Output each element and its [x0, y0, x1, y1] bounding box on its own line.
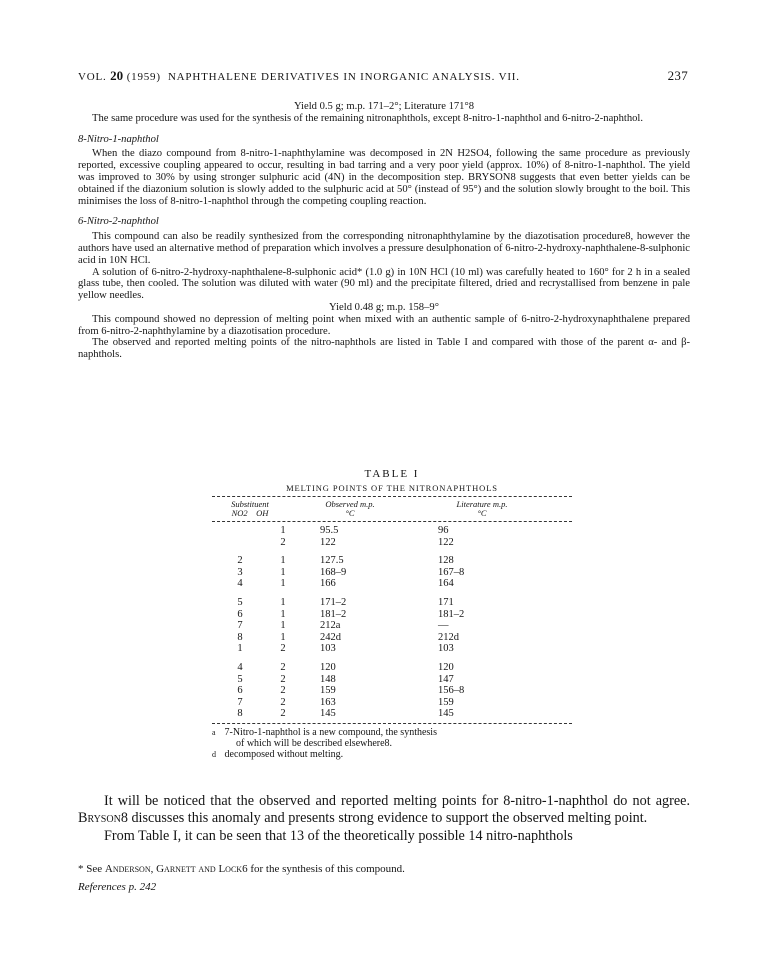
table-row [212, 643, 572, 655]
cell-literature: 96 [438, 525, 449, 536]
cell-literature: 145 [438, 708, 454, 720]
cell-no2: 1 [237, 643, 243, 655]
running-title: NAPHTHALENE DERIVATIVES IN INORGANIC ANALYSIS. VII. [167, 71, 520, 83]
table-row [212, 537, 572, 549]
cell-observed: 145 [320, 708, 336, 720]
running-header [78, 68, 688, 86]
table-footnote-a: 7-Nitro-1-naphthol is a new compound, the synthesis [224, 726, 437, 738]
cell-observed: 95.5 [320, 525, 339, 536]
literature-header [412, 500, 552, 518]
cell-no2: 7 [237, 620, 243, 632]
table-title: TABLE I [364, 468, 420, 480]
cell-observed: 103 [320, 643, 336, 655]
footnote-text: * See [78, 863, 103, 875]
col-unit: °C [345, 508, 355, 518]
cell-oh: 1 [280, 578, 286, 590]
cell-literature: 212d [438, 631, 459, 643]
cell-no2: 7 [237, 696, 243, 708]
cell-literature: 167–8 [438, 566, 465, 578]
table-row [212, 578, 572, 590]
page-footnote [78, 862, 690, 894]
volume-label: VOL. [78, 71, 107, 83]
paragraph: The same procedure was used for the synthesis of the remaining nitronaphthols, except 8-nitro-1-naphthol and 6-nitro-2-naphthol. [92, 112, 644, 124]
references-note: References p. 242 [78, 881, 157, 893]
cell-no2: 8 [237, 631, 243, 643]
cell-literature: 147 [438, 673, 454, 685]
col-oh: OH [256, 508, 269, 518]
cell-literature: 122 [438, 536, 454, 548]
header-left [78, 68, 520, 84]
cell-literature: 128 [438, 555, 454, 567]
article-body [78, 101, 690, 361]
table-footnote-d: decomposed without melting. [224, 748, 344, 760]
table-footnotes [212, 727, 572, 760]
cell-observed: 120 [320, 661, 336, 673]
col-substituent: Substituent [231, 499, 269, 509]
section-heading: 8-Nitro-1-naphthol [78, 133, 159, 145]
cell-observed: 168–9 [320, 566, 347, 578]
author-names: Anderson, Garnett and Lock [104, 863, 243, 875]
cell-observed: 122 [320, 536, 336, 548]
cell-oh: 1 [280, 620, 286, 632]
table-row [212, 609, 572, 621]
cell-no2 [212, 537, 268, 549]
paragraph-text: 8 discusses this anomaly and presents strong evidence to support the observed melting point. [120, 810, 648, 827]
cell-oh: 1 [280, 525, 286, 536]
table-rule [212, 723, 572, 724]
cell-observed: 212a [320, 620, 341, 632]
cell-literature: 181–2 [438, 608, 465, 620]
star-footnote [78, 862, 690, 876]
cell-literature: 156–8 [438, 685, 465, 697]
table-rule [212, 521, 572, 522]
footnote-marker: d [212, 749, 216, 759]
col-no2: NO2 [231, 508, 248, 518]
cell-observed: 159 [320, 685, 336, 697]
cell-no2: 6 [237, 685, 243, 697]
cell-oh: 2 [280, 536, 286, 548]
volume-number: 20 [110, 68, 124, 83]
cell-oh: 2 [280, 708, 286, 720]
paragraph: This compound showed no depression of melting point when mixed with an authentic sample of 6-nitro-2-hydroxynaphthalene prepared from 6-nitro-2-naphthylamine by a diazotisation procedure. [78, 313, 690, 337]
yield-line: Yield 0.5 g; m.p. 171–2°; Literature 171°8 [293, 101, 474, 112]
cell-observed: 148 [320, 673, 336, 685]
cell-observed: 163 [320, 696, 336, 708]
cell-no2: 2 [237, 555, 243, 567]
table-row [212, 525, 572, 537]
cell-oh: 2 [280, 673, 286, 685]
cell-no2: 3 [237, 566, 243, 578]
substituent-header [212, 500, 288, 518]
table-row [212, 567, 572, 579]
table-row [212, 597, 572, 609]
cell-observed: 166 [320, 578, 336, 590]
paragraph: The observed and reported melting points of the nitro-naphthols are listed in Table I and compared with those of the parent α- and β-naphthols. [78, 337, 690, 361]
table-row-gap [212, 548, 572, 555]
cell-observed: 242d [320, 631, 341, 643]
cell-oh: 1 [280, 608, 286, 620]
footnote-text: 6 for the synthesis of this compound. [242, 863, 405, 875]
cell-oh: 1 [280, 596, 286, 608]
cell-no2 [212, 525, 268, 537]
table-row [212, 708, 572, 720]
table-row [212, 662, 572, 674]
footnote-marker: a [212, 727, 216, 737]
cell-literature: 164 [438, 578, 454, 590]
cell-oh: 1 [280, 555, 286, 567]
cell-observed: 127.5 [320, 555, 344, 567]
paragraph: From Table I, it can be seen that 13 of the theoretically possible 14 nitro-naphthols [104, 827, 573, 844]
paragraph: This compound can also be readily synthesized from the corresponding nitronaphthylamine by the diazotisation procedure8, however the authors have used an alternative method of preparation which involves a pressure desulphonation of 6-nitro-2-hydroxy-naphthalene-8-sulphonic acid in 10N HCl. [78, 231, 690, 266]
table-row-gap [212, 655, 572, 662]
page-number: 237 [667, 68, 688, 83]
cell-oh: 2 [280, 696, 286, 708]
cell-no2: 4 [237, 578, 243, 590]
cell-oh: 1 [280, 566, 286, 578]
table-row [212, 685, 572, 697]
col-literature: Literature m.p. [456, 499, 508, 509]
cell-observed: 171–2 [320, 596, 347, 608]
cell-literature: 159 [438, 696, 454, 708]
table-footnote-a-cont: of which will be described elsewhere8. [236, 737, 393, 749]
cell-no2: 5 [237, 596, 243, 608]
cell-no2: 5 [237, 673, 243, 685]
cell-oh: 2 [280, 661, 286, 673]
cell-no2: 6 [237, 608, 243, 620]
author-name: Bryson [78, 810, 121, 827]
volume-year: (1959) [126, 71, 161, 83]
cell-literature: 171 [438, 596, 454, 608]
col-unit: °C [477, 508, 487, 518]
cell-no2: 4 [237, 661, 243, 673]
paragraph [78, 793, 690, 828]
yield-line: Yield 0.48 g; m.p. 158–9° [329, 301, 439, 313]
cell-literature: — [438, 620, 449, 632]
table-row [212, 620, 572, 632]
cell-literature: 120 [438, 661, 454, 673]
paragraph: When the diazo compound from 8-nitro-1-naphthylamine was decomposed in 2N H2SO4, following the same procedure as previously reported, excessive coupling appeared to occur, resulting in bad tarring and a very poor yield (approx. 10%) of 8-nitro-1-naphthol. The yield was improved to 30% by using stronger sulphuric acid (4N) in the decomposition step. BRYSON8 suggests that even better yields can be obtained if the diazonium solution is slowly added to the sulphuric acid at 50° (instead of 95°) and the solution slowly brought to the boil. This minimises the loss of 8-nitro-1-naphthol through the competing coupling reaction. [78, 148, 690, 207]
table-rule [212, 496, 572, 497]
cell-oh: 2 [280, 643, 286, 655]
large-text-block [78, 793, 690, 845]
table-row [212, 697, 572, 709]
paragraph: A solution of 6-nitro-2-hydroxy-naphthalene-8-sulphonic acid* (1.0 g) in 10N HCl (10 ml) was carefully heated to 160° for 2 h in a sealed glass tube, then cooled. The solution was diluted with water (90 ml) and the precipitate filtered, dried and recrystallised from benzene in pale yellow needles. [78, 266, 690, 302]
table-subtitle: MELTING POINTS OF THE NITRONAPHTHOLS [286, 483, 498, 493]
table-row-gap [212, 590, 572, 597]
section-heading: 6-Nitro-2-naphthol [78, 216, 159, 228]
paragraph-text: It will be noticed that the observed and reported melting points for 8-nitro-1-naphthol do not agree. [104, 793, 690, 809]
cell-observed: 181–2 [320, 608, 347, 620]
cell-no2: 8 [237, 708, 243, 720]
cell-literature: 103 [438, 643, 454, 655]
cell-oh: 2 [280, 685, 286, 697]
table-rows [212, 525, 572, 720]
table-1 [212, 468, 572, 760]
col-observed: Observed m.p. [325, 499, 375, 509]
table-header [212, 500, 572, 518]
observed-header [288, 500, 412, 518]
table-row [212, 555, 572, 567]
cell-oh: 1 [280, 631, 286, 643]
table-row [212, 674, 572, 686]
table-row [212, 632, 572, 644]
